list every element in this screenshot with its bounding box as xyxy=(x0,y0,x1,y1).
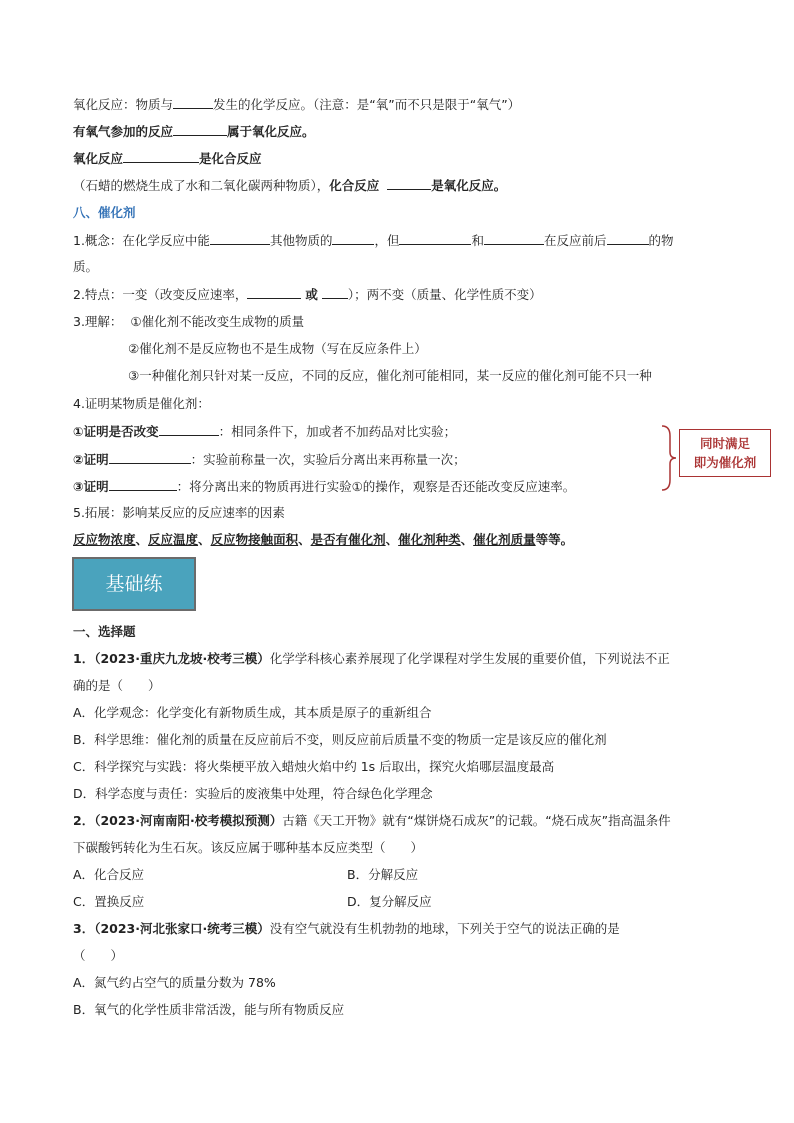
text: 化合反应 xyxy=(329,178,380,193)
blank xyxy=(109,477,177,491)
text: 2.特点：一变（改变反应速率， xyxy=(73,287,248,302)
q2-stem-1 xyxy=(73,812,671,830)
text: 3.理解： xyxy=(73,314,123,329)
understand-line-2: ②催化剂不是反应物也不是生成物（写在反应条件上） xyxy=(128,341,427,356)
text: ①证明是否改变 xyxy=(73,424,159,439)
oxidation-line-1 xyxy=(73,95,520,114)
blank xyxy=(607,231,649,245)
brace-icon xyxy=(658,424,680,492)
q1-stem-1 xyxy=(73,650,670,668)
q1-option-a: A．化学观念：化学变化有新物质生成，其本质是原子的重新组合 xyxy=(73,705,432,720)
blank xyxy=(210,231,270,245)
text: 氧化反应 xyxy=(73,151,124,166)
understand-line-1 xyxy=(73,313,304,331)
text: 化学学科核心素养展现了化学课程对学生发展的重要价值，下列说法不正 xyxy=(269,651,670,666)
text: 3． xyxy=(73,921,95,936)
text: 2． xyxy=(73,813,95,828)
text: ②证明 xyxy=(73,452,109,467)
text: 或 xyxy=(305,287,318,302)
oxidation-line-4 xyxy=(73,176,506,195)
text: （2023·河北张家口·统考三模） xyxy=(94,921,270,936)
extend-line: 5.拓展：影响某反应的反应速率的因素 xyxy=(73,505,285,520)
factor: 催化剂种类 xyxy=(398,532,461,547)
text: 等等。 xyxy=(535,532,574,547)
q1-stem-2: 确的是（ ） xyxy=(73,678,161,693)
factor: 反应温度 xyxy=(148,532,199,547)
section-heading: 八、催化剂 xyxy=(73,205,136,220)
blank xyxy=(109,450,191,464)
blank xyxy=(387,176,431,190)
text: 和 xyxy=(471,233,484,248)
text: 没有空气就没有生机勃勃的地球，下列关于空气的说法正确的是 xyxy=(269,921,620,936)
text: （2023·河南南阳·校考模拟预测） xyxy=(94,813,283,828)
blank xyxy=(159,422,219,436)
q2-option-c: C．置换反应 xyxy=(73,894,145,909)
text: （2023·重庆九龙坡·校考三模） xyxy=(94,651,270,666)
concept-line xyxy=(73,231,674,250)
text: 是氧化反应。 xyxy=(431,178,507,193)
text: 属于氧化反应。 xyxy=(227,124,315,139)
text: 是化合反应 xyxy=(199,151,262,166)
text: 1.概念：在化学反应中能 xyxy=(73,233,210,248)
text: 其他物质的 xyxy=(269,233,333,248)
text: 氧化反应：物质与 xyxy=(73,97,174,112)
blank xyxy=(399,231,471,245)
oxidation-line-3 xyxy=(73,149,262,168)
text: 1． xyxy=(73,651,95,666)
factor: 反应物接触面积 xyxy=(210,532,299,547)
q2-option-d: D．复分解反应 xyxy=(347,894,432,909)
concept-line-2: 质。 xyxy=(73,259,99,274)
text: ）；两不变（质量、化学性质不变） xyxy=(347,287,542,302)
blank xyxy=(332,231,374,245)
q3-stem-1 xyxy=(73,920,620,938)
text: ，但 xyxy=(374,233,400,248)
note-line: 同时满足 xyxy=(699,436,750,451)
sep: 、 xyxy=(135,532,149,547)
note-box xyxy=(679,429,771,477)
text: 发生的化学反应。（注意：是“氧”而不只是限于“氧气”） xyxy=(213,97,521,112)
factor: 催化剂质量 xyxy=(473,532,536,547)
text: 古籍《天工开物》就有“煤饼烧石成灰”的记载。“烧石成灰”指高温条件 xyxy=(282,813,671,828)
text: ：实验前称量一次，实验后分离出来再称量一次； xyxy=(190,452,466,467)
blank xyxy=(247,285,301,299)
factor: 是否有催化剂 xyxy=(310,532,386,547)
factors-line xyxy=(73,531,573,549)
blank xyxy=(484,231,544,245)
text: 有氧气参加的反应 xyxy=(73,124,174,139)
text: ：相同条件下，加或者不加药品对比实验； xyxy=(218,424,457,439)
q3-stem-2: （ ） xyxy=(73,948,124,963)
understand-line-3: ③一种催化剂只针对某一反应，不同的反应，催化剂可能相同，某一反应的催化剂可能不只一种 xyxy=(128,368,652,383)
q3-option-a: A．氮气约占空气的质量分数为 78% xyxy=(73,975,276,990)
q2-stem-2: 下碳酸钙转化为生石灰。该反应属于哪种基本反应类型（ ） xyxy=(73,840,424,855)
feature-line xyxy=(73,285,542,304)
text: ①催化剂不能改变生成物的质量 xyxy=(130,314,305,329)
factor: 反应物浓度 xyxy=(73,532,136,547)
q1-option-d: D．科学态度与责任：实验后的废液集中处理，符合绿色化学理念 xyxy=(73,786,433,801)
sep: 、 xyxy=(198,532,211,547)
prove-line-2 xyxy=(73,450,466,469)
practice-banner: 基础练 xyxy=(72,557,196,611)
prove-line-3 xyxy=(73,477,575,496)
text: 在反应前后 xyxy=(543,233,607,248)
oxidation-line-2 xyxy=(73,122,315,141)
text: （石蜡的燃烧生成了水和二氧化碳两种物质）， xyxy=(73,178,330,193)
blank xyxy=(123,149,199,163)
q2-option-a: A．化合反应 xyxy=(73,867,145,882)
text: ：将分离出来的物质再进行实验①的操作，观察是否还能改变反应速率。 xyxy=(176,479,576,494)
note-line: 即为催化剂 xyxy=(693,455,757,470)
prove-title: 4.证明某物质是催化剂： xyxy=(73,396,210,411)
sep: 、 xyxy=(298,532,311,547)
q2-option-b: B．分解反应 xyxy=(347,867,419,882)
section-title: 一、选择题 xyxy=(73,624,136,639)
prove-line-1 xyxy=(73,422,456,441)
text: 的物 xyxy=(648,233,674,248)
q1-option-b: B．科学思维：催化剂的质量在反应前后不变，则反应前后质量不变的物质一定是该反应的催化剂 xyxy=(73,732,607,747)
blank xyxy=(173,122,227,136)
q1-option-c: C．科学探究与实践：将火柴梗平放入蜡烛火焰中约 1s 后取出，探究火焰哪层温度最高 xyxy=(73,759,555,774)
sep: 、 xyxy=(385,532,399,547)
blank xyxy=(173,95,213,109)
sep: 、 xyxy=(460,532,474,547)
q3-option-b: B．氧气的化学性质非常活泼，能与所有物质反应 xyxy=(73,1002,345,1017)
text: ③证明 xyxy=(73,479,109,494)
blank xyxy=(322,285,348,299)
